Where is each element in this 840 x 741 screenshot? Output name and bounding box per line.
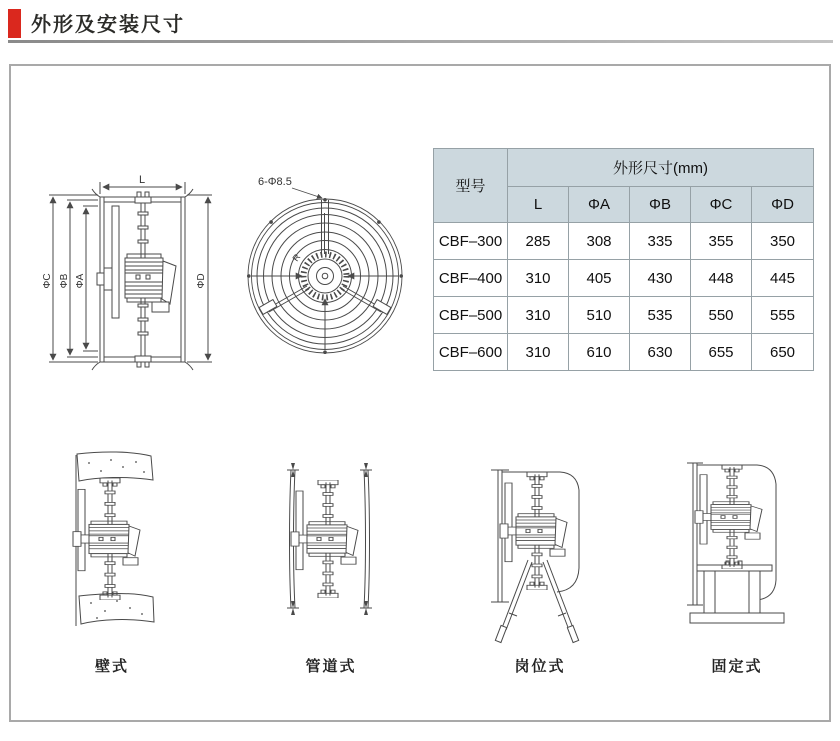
front-view-drawing bbox=[240, 165, 410, 360]
value-cell: 610 bbox=[569, 334, 630, 371]
installation-wall bbox=[37, 450, 187, 678]
wall-mount-drawing bbox=[37, 450, 187, 650]
value-cell: 310 bbox=[508, 260, 569, 297]
value-cell: 445 bbox=[752, 260, 814, 297]
installation-label: 壁式 bbox=[94, 658, 129, 675]
installation-label: 管道式 bbox=[305, 658, 357, 675]
value-cell: 310 bbox=[508, 334, 569, 371]
value-cell: 350 bbox=[752, 223, 814, 260]
dim-label-l: L bbox=[138, 174, 146, 186]
installation-duct bbox=[256, 450, 406, 678]
fan-guard-front bbox=[247, 188, 403, 354]
value-cell: 355 bbox=[691, 223, 752, 260]
dim-label-c: ΦC bbox=[42, 273, 53, 289]
value-cell: 555 bbox=[752, 297, 814, 334]
value-cell: 655 bbox=[691, 334, 752, 371]
value-cell: 650 bbox=[752, 334, 814, 371]
model-cell: CBF–500 bbox=[434, 297, 508, 334]
table-row bbox=[434, 297, 814, 334]
dim-label-a: ΦA bbox=[75, 273, 86, 289]
installation-pedestal bbox=[465, 450, 615, 678]
installation-fixed bbox=[662, 450, 812, 678]
table-row bbox=[434, 223, 814, 260]
col-header-phi-a: ΦA bbox=[569, 187, 630, 223]
holes-label: 6-Φ8.5 bbox=[258, 176, 292, 188]
page-title: 外形及安装尺寸 bbox=[31, 14, 185, 36]
value-cell: 430 bbox=[630, 260, 691, 297]
col-header-phi-d: ΦD bbox=[752, 187, 814, 223]
value-cell: 630 bbox=[630, 334, 691, 371]
fan-casing-side bbox=[92, 189, 193, 370]
col-header-l: L bbox=[508, 187, 569, 223]
col-header-phi-b: ΦB bbox=[630, 187, 691, 223]
side-view-drawing bbox=[40, 170, 220, 375]
value-cell: 310 bbox=[508, 297, 569, 334]
group-column-header: 外形尺寸(mm) bbox=[508, 149, 814, 187]
model-cell: CBF–400 bbox=[434, 260, 508, 297]
content-panel bbox=[9, 64, 831, 722]
value-cell: 308 bbox=[569, 223, 630, 260]
hub-rotation-label: R bbox=[290, 252, 303, 264]
value-cell: 550 bbox=[691, 297, 752, 334]
col-header-phi-c: ΦC bbox=[691, 187, 752, 223]
value-cell: 335 bbox=[630, 223, 691, 260]
fixed-mount-drawing bbox=[662, 450, 812, 650]
pedestal-mount-drawing bbox=[465, 450, 615, 650]
dim-label-d: ΦD bbox=[196, 273, 207, 289]
value-cell: 448 bbox=[691, 260, 752, 297]
dim-label-b: ΦB bbox=[59, 273, 70, 289]
table-row bbox=[434, 334, 814, 371]
value-cell: 510 bbox=[569, 297, 630, 334]
value-cell: 405 bbox=[569, 260, 630, 297]
value-cell: 535 bbox=[630, 297, 691, 334]
model-cell: CBF–300 bbox=[434, 223, 508, 260]
table-header-row bbox=[434, 149, 814, 187]
installation-label: 固定式 bbox=[711, 658, 763, 675]
duct-mount-drawing bbox=[256, 450, 406, 650]
dimensions-table bbox=[433, 148, 814, 371]
value-cell: 285 bbox=[508, 223, 569, 260]
title-divider bbox=[8, 40, 833, 43]
table-row bbox=[434, 260, 814, 297]
title-accent-bar bbox=[8, 9, 21, 38]
model-cell: CBF–600 bbox=[434, 334, 508, 371]
installation-label: 岗位式 bbox=[514, 658, 566, 675]
model-column-header: 型号 bbox=[434, 149, 508, 223]
